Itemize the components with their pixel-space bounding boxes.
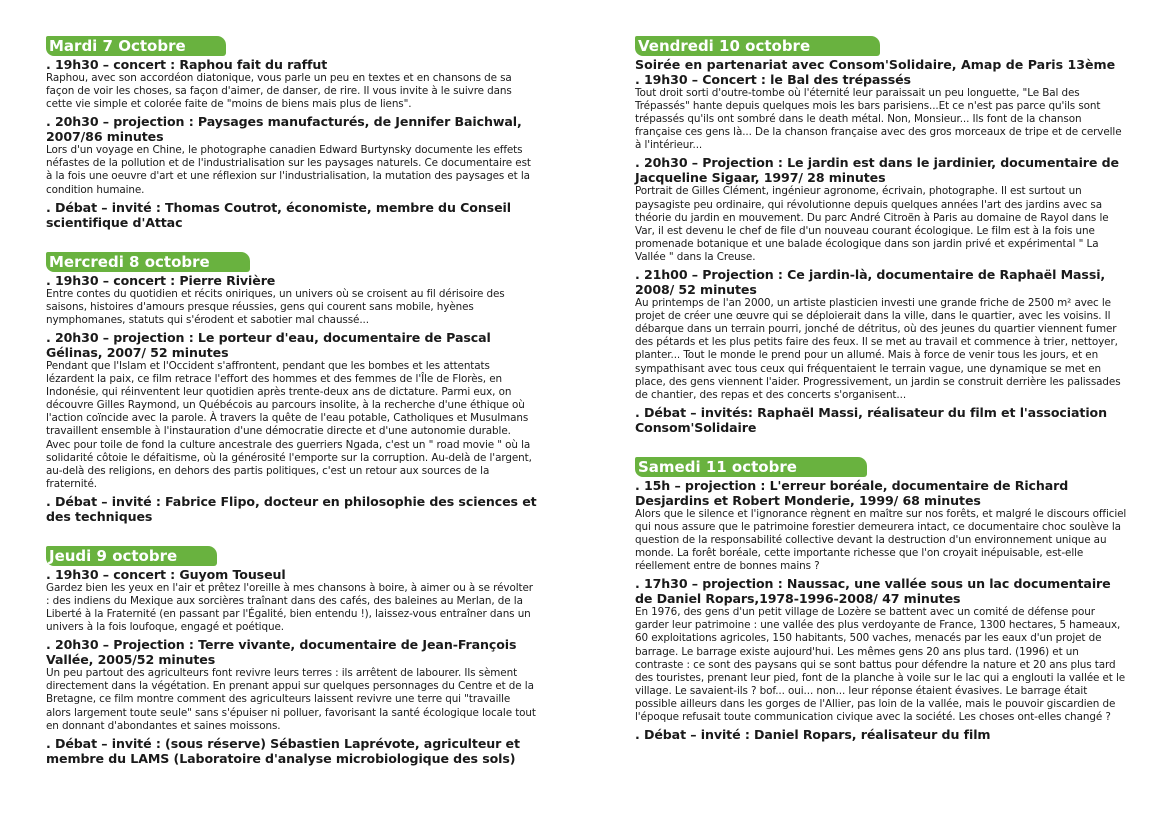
event-title: . 20h30 – Projection : Terre vivante, documentaire de Jean-François Vallée, 2005/52 minutes [46, 637, 517, 668]
day-section-mardi [46, 36, 538, 230]
event-description: Raphou, avec son accordéon diatonique, vous parle un peu en textes et en chansons de sa façon de voir les choses, sa façon d'aimer, de danser, de rire. Il vous invite à le suivre dans cette vie simple et colorée faite de "moins de biens mais plus de liens". [46, 72, 512, 111]
event-description: En 1976, des gens d'un petit village de Lozère se battent avec un comité de défense pour garder leur patrimoine : une vallée des plus verdoyante de France, 1300 hectares, 5 hameaux, 60 exploitations agricoles, 150 habitants, 500 vaches, menacés par les eaux d'un projet de barrage. Le barrage existe aujourd'hui. Les mêmes gens 20 ans plus tard. (1996) et un contraste : ce sont des paysans qui se sont battus pour défendre la nature et 20 ans plus tard des touristes, prenant leur pied, font de la planche à voile sur le lac qui a englouti la vallée et le village. Le savaient-ils ? bof... oui... non... leur réponse étaient évasives. Le barrage était possible ailleurs dans les gorges de l'Allier, pas loin de la vallée, mais le pouvoir giscardien de l'époque refusait toute communication civique avec la société. Les choses ont-elles changé ? [635, 606, 1126, 723]
event-title: . 15h – projection : L'erreur boréale, documentaire de Richard Desjardins et Robert Monderie, 1999/ 68 minutes [635, 477, 1069, 508]
day-header-jeudi: Jeudi 9 octobre [46, 546, 217, 566]
event-description: Alors que le silence et l'ignorance règnent en maître sur nos forêts, et malgré le discours officiel qui nous assure que le patrimoine forestier demeurera intact, ce documentaire choc soulève la question de la responsabilité collective devant la destruction d'un environnement unique au monde. La forêt boréale, cette importante richesse que l'on croyait inépuisable, est-elle réellement entre de bonnes mains ? [635, 507, 1127, 573]
event-description: Un peu partout des agriculteurs font revivre leurs terres : ils arrêtent de labourer. Ils sèment directement dans la végétation. En prenant appui sur quelques personnages du Centre et de la Bretagne, ce film montre comment des agriculteurs laissent revivre une terre qui "travaille alors largement toute seule" sans s'épuiser ni polluer, favorisant la santé écologique locale tout en donnant d'abondantes et saines moissons. [46, 667, 536, 732]
event-title: . 19h30 – Concert : le Bal des trépassés [635, 72, 911, 87]
event-title: . 20h30 – Projection : Le jardin est dans le jardinier, documentaire de Jacqueline Sigaar, 1997/ 28 minutes [635, 155, 1119, 186]
day-header-vendredi: Vendredi 10 octobre [635, 36, 880, 56]
event-description: Au printemps de l'an 2000, un artiste plasticien investi une grande friche de 2500 m² avec le projet de créer une œuvre qui se déploierait dans la ville, dans le quartier, avec les voisins. Il débarque dans un terrain pourri, jonché de détritus, où des jeunes du quartier viennent fumer des pétards et les plus petits faire des feux. Il se met au travail et commence à trier, nettoyer, planter... Tout le monde le prend pour un allumé. Mais à force de venir tous les jours, et en sympathisant avec tous ceux qui fréquentaient le terrain vague, une dynamique se met en place, des gens viennent l'aider. Progressivement, un jardin se construit derrière les palissades de chantier, des repas et des concerts s'organisent... [635, 297, 1121, 401]
event-description: Gardez bien les yeux en l'air et prêtez l'oreille à mes chansons à boire, à aimer ou à se révolter : des indiens du Mexique aux sorcières traînant dans des cafés, des baleines au Merlan, de la Liberté à la Fraternité (en passant par l'Égalité, bien entendu !), laissez-vous entraîner dans un univers à la fois loufoque, engagé et poétique. [46, 581, 533, 634]
day-section-jeudi [46, 546, 538, 766]
event-title: . 17h30 – projection : Naussac, une vallée sous un lac documentaire de Daniel Ropars,1978-1996-2008/ 47 minutes [635, 576, 1111, 607]
event-title: . 19h30 – concert : Raphou fait du raffut [46, 57, 328, 72]
debate-title: . Débat – invités: Raphaël Massi, réalisateur du film et l'association Consom'Solidaire [635, 404, 1107, 435]
event-title: . 19h30 – concert : Guyom Touseul [46, 566, 286, 582]
day-header-mercredi: Mercredi 8 octobre [46, 252, 250, 272]
debate-title: . Débat – invité : Thomas Coutrot, économiste, membre du Conseil scientifique d'Attac [46, 199, 511, 230]
event-title: . 20h30 – projection : Paysages manufacturés, de Jennifer Baichwal, 2007/86 minutes [46, 114, 522, 145]
partnership-subtitle: Soirée en partenariat avec Consom'Solidaire, Amap de Paris 13ème [635, 57, 1116, 72]
debate-title: . Débat – invité : (sous réserve) Sébastien Laprévote, agriculteur et membre du LAMS (Laboratoire d'analyse microbiologique des sols) [46, 735, 520, 766]
event-description: Tout droit sorti d'outre-tombe où l'éternité leur paraissait un peu longuette, "Le Bal des Trépassés" hante depuis quelques mois les bars parisiens...Et ce n'est pas parce qu'ils sont trépassés qu'ils ont sombré dans le death métal. Non, Monsieur... Ils font de la chanson française ces gens là... De la chanson française avec des gros morceaux de tripe et de cervelle à l'intérieur... [635, 87, 1122, 152]
event-description: Entre contes du quotidien et récits oniriques, un univers où se croisent au fil dérisoire des saisons, histoires d'amours presque réussies, gens qui courent sans mobile, hyènes nymphomanes, statuts qui s'érodent et sabotier mal chaussé... [46, 287, 505, 326]
day-header-samedi: Samedi 11 octobre [635, 457, 867, 477]
day-section-samedi [635, 457, 1127, 742]
left-column [46, 36, 538, 788]
right-column [635, 36, 1127, 764]
day-section-vendredi [635, 36, 1127, 435]
event-description: Portrait de Gilles Clément, ingénieur agronome, écrivain, photographe. Il est surtout un paysagiste peu ordinaire, qui révolutionne depuis quelques années l'art des jardins avec sa théorie du jardin en mouvement. Du parc André Citroën à Paris au domaine de Rayol dans le Var, il est devenu le chef de file d'un nouveau courant écologique. Le film est à la fois une promenade botanique et une balade écologique dans son jardin privé et expérimental " La Vallée " dans la Creuse. [635, 185, 1109, 263]
day-header-mardi: Mardi 7 Octobre [46, 36, 226, 56]
event-title: . 20h30 – projection : Le porteur d'eau, documentaire de Pascal Gélinas, 2007/ 52 minutes [46, 329, 491, 360]
day-section-mercredi [46, 252, 538, 524]
debate-title: . Débat – invité : Daniel Ropars, réalisateur du film [635, 727, 991, 743]
debate-title: . Débat – invité : Fabrice Flipo, docteur en philosophie des sciences et des techniques [46, 493, 537, 524]
event-description: Pendant que l'Islam et l'Occident s'affrontent, pendant que les bombes et les attentats lézardent la paix, ce film retrace l'effort des hommes et des femmes de l'Île de Florès, en Indonésie, qui réinventent leur quotidien après trente-deux ans de dictature. Parmi eux, on découvre Gilles Raymond, un Québécois au parcours insolite, à la recherche d'une éthique où l'action coïncide avec la parole. À travers la quête de l'eau potable, Catholiques et Musulmans travaillent ensemble à l'instauration d'une démocratie directe et d'une autonomie durable. Avec pour toile de fond la culture ancestrale des guerriers Ngada, c'est un " road movie " où la solidarité côtoie le défaitisme, où la générosité l'emporte sur la corruption. Au-delà de l'argent, au-delà des religions, en dehors des partis politiques, c'est un retour aux sources de la fraternité. [46, 359, 532, 490]
event-description: Lors d'un voyage en Chine, le photographe canadien Edward Burtynsky documente les effets néfastes de la pollution et de l'industrialisation sur les paysages naturels. Ce documentaire est à la fois une oeuvre d'art et une réflexion sur l'industrialisation, la mutation des paysages et la condition humaine. [46, 144, 531, 196]
event-title: . 21h00 – Projection : Ce jardin-là, documentaire de Raphaël Massi, 2008/ 52 minutes [635, 267, 1106, 298]
event-title: . 19h30 – concert : Pierre Rivière [46, 272, 276, 288]
